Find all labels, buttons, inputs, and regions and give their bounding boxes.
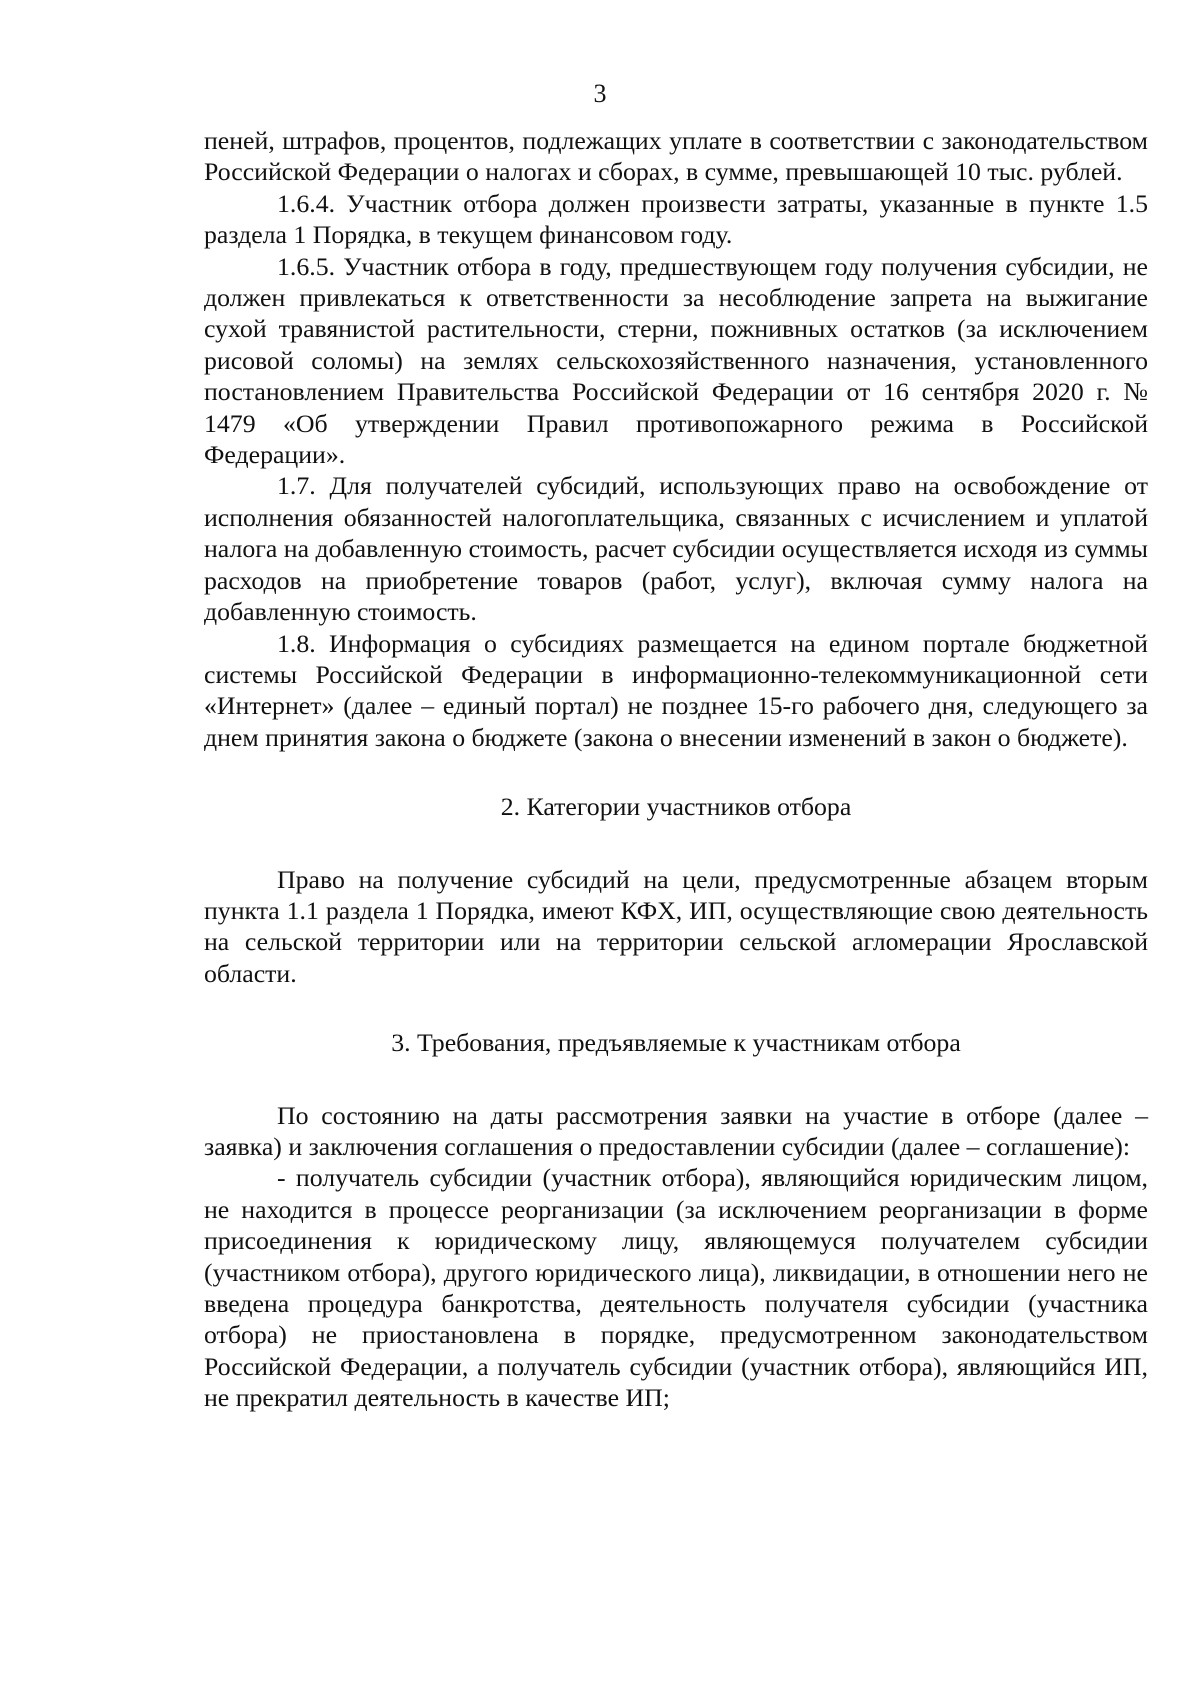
section-3-heading: 3. Требования, предъявляемые к участникам отбора: [391, 1028, 961, 1058]
section-3-paragraph-2: - получатель субсидии (участник отбора), являющийся юридическим лицом, не находится в процессе реорганизации (за исключением реорганизации в форме присоединения к юридическому лицу, являющемуся получателем субсидии (участником отбора), другого юридического лица), ликвидации, в отношении него не введена процедура банкротства, деятельность получателя субсидии (участника отбора) не приостановлена в порядке, предусмотренном законодательством Российской Федерации, а получатель субсидии (участник отбора), являющийся ИП, не прекратил деятельность в качестве ИП;: [204, 1163, 1148, 1413]
spacer: [204, 1059, 1148, 1100]
section-2-paragraph: Право на получение субсидий на цели, предусмотренные абзацем вторым пункта 1.1 раздела 1 Порядка, имеют КФХ, ИП, осуществляющие свою деятельность на сельской территории или на территории сельской агломерации Ярославской области.: [204, 864, 1148, 988]
paragraph-1-7: 1.7. Для получателей субсидий, использующих право на освобождение от исполнения обязанностей налогоплательщика, связанных с исчислением и уплатой налога на добавленную стоимость, расчет субсидии осуществляется исходя из суммы расходов на приобретение товаров (работ, услуг), включая сумму налога на добавленную стоимость.: [204, 471, 1148, 627]
document-body: [204, 125, 1148, 1414]
paragraph-1-6-4: 1.6.4. Участник отбора должен произвести затраты, указанные в пункте 1.5 раздела 1 Порядка, в текущем финансовом году.: [204, 188, 1148, 250]
section-3-paragraph-1: По состоянию на даты рассмотрения заявки на участие в отборе (далее – заявка) и заключения соглашения о предоставлении субсидии (далее – соглашение):: [204, 1100, 1148, 1161]
paragraph-1-6-5: 1.6.5. Участник отбора в году, предшествующем году получения субсидии, не должен привлекаться к ответственности за несоблюдение запрета на выжигание сухой травянистой растительности, стерни, пожнивных остатков (за исключением рисовой соломы) на землях сельскохозяйственного назначения, установленного постановлением Правительства Российской Федерации от 16 сентября 2020 г. № 1479 «Об утверждении Правил противопожарного режима в Российской Федерации».: [204, 251, 1148, 470]
spacer: [204, 989, 1148, 1027]
section-2-heading: 2. Категории участников отбора: [500, 792, 852, 822]
spacer: [204, 823, 1148, 864]
paragraph-1-8: 1.8. Информация о субсидиях размещается на едином портале бюджетной системы Российской Федерации в информационно-телекоммуникационной сети «Интернет» (далее – единый портал) не позднее 15-го рабочего дня, следующего за днем принятия закона о бюджете (закона о внесении изменений в закон о бюджете).: [204, 628, 1148, 752]
intro-paragraph: пеней, штрафов, процентов, подлежащих уплате в соответствии с законодательством Российской Федерации о налогах и сборах, в сумме, превышающей 10 тыс. рублей.: [204, 126, 1148, 187]
page-number: 3: [593, 79, 607, 108]
spacer: [204, 753, 1148, 791]
